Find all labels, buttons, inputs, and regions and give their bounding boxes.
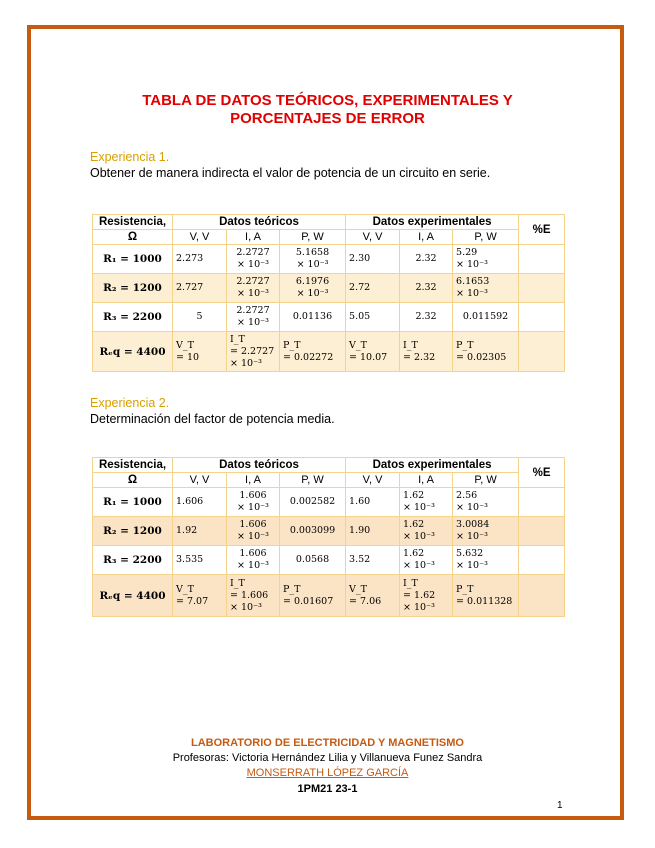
table-row — [93, 245, 565, 274]
cell: 2.72 — [346, 274, 400, 303]
cell: 3.52 — [346, 546, 400, 575]
cell: 2.56 × 10⁻³ — [453, 488, 519, 517]
cell: 1.62 × 10⁻³ — [400, 546, 453, 575]
row-label: R₁ = 1000 — [93, 488, 173, 517]
table-row — [93, 575, 565, 617]
error-cell — [519, 245, 565, 274]
p-header: P, W — [453, 473, 519, 488]
cell: 2.727 — [173, 274, 227, 303]
table-row — [93, 332, 565, 372]
resistencia-header: Resistencia, — [93, 458, 173, 473]
cell: 1.606 × 10⁻³ — [227, 546, 280, 575]
table-header-row — [93, 215, 565, 230]
table-subheader-row — [93, 230, 565, 245]
cell: 1.62 × 10⁻³ — [400, 517, 453, 546]
cell: 5.1658 × 10⁻³ — [280, 245, 346, 274]
footer-group: 1PM21 23-1 — [297, 783, 358, 795]
cell: 0.01136 — [280, 303, 346, 332]
cell: 2.2727 × 10⁻³ — [227, 303, 280, 332]
table-header-row — [93, 458, 565, 473]
i-header: I, A — [227, 473, 280, 488]
cell: 2.2727 × 10⁻³ — [227, 274, 280, 303]
exp1-description: Obtener de manera indirecta el valor de potencia de un circuito en serie. — [90, 166, 491, 180]
cell: P_T = 0.02272 — [280, 332, 346, 372]
row-label: R₃ = 2200 — [93, 303, 173, 332]
footer-lab-name: LABORATORIO DE ELECTRICIDAD Y MAGNETISMO — [191, 737, 464, 749]
cell: V_T = 10 — [173, 332, 227, 372]
ohm-header: Ω — [93, 473, 173, 488]
table-row — [93, 517, 565, 546]
footer-student-name: MONSERRATH LÓPEZ GARCÍA — [246, 767, 409, 779]
cell: 0.003099 — [280, 517, 346, 546]
ohm-header: Ω — [93, 230, 173, 245]
table-subheader-row — [93, 473, 565, 488]
p-header: P, W — [280, 230, 346, 245]
v-header: V, V — [173, 473, 227, 488]
cell: 1.606 × 10⁻³ — [227, 488, 280, 517]
cell: 6.1976 × 10⁻³ — [280, 274, 346, 303]
cell: 2.2727 × 10⁻³ — [227, 245, 280, 274]
exp2-description: Determinación del factor de potencia media. — [90, 412, 335, 426]
error-header: %E — [519, 458, 565, 488]
exp1-label: Experiencia 1. — [90, 150, 170, 164]
cell: P_T = 0.01607 — [280, 575, 346, 617]
cell: I_T = 2.32 — [400, 332, 453, 372]
table-row — [93, 488, 565, 517]
cell: 2.273 — [173, 245, 227, 274]
footer-profesoras: Profesoras: Victoria Hernández Lilia y Villanueva Funez Sandra — [172, 752, 483, 764]
resistencia-header: Resistencia, — [93, 215, 173, 230]
cell: 0.0568 — [280, 546, 346, 575]
cell: P_T = 0.02305 — [453, 332, 519, 372]
p-header: P, W — [280, 473, 346, 488]
table-row — [93, 546, 565, 575]
cell: 1.62 × 10⁻³ — [400, 488, 453, 517]
i-header: I, A — [227, 230, 280, 245]
cell: 1.92 — [173, 517, 227, 546]
cell: 1.90 — [346, 517, 400, 546]
cell: P_T = 0.011328 — [453, 575, 519, 617]
cell: V_T = 7.06 — [346, 575, 400, 617]
teoricos-header: Datos teóricos — [173, 215, 346, 230]
error-cell — [519, 303, 565, 332]
experimentales-header: Datos experimentales — [346, 215, 519, 230]
cell: 0.011592 — [453, 303, 519, 332]
cell: 2.32 — [400, 303, 453, 332]
cell: 1.606 × 10⁻³ — [227, 517, 280, 546]
page-number: 1 — [557, 800, 563, 811]
error-cell — [519, 332, 565, 372]
v-header: V, V — [346, 230, 400, 245]
error-cell — [519, 517, 565, 546]
cell: 3.535 — [173, 546, 227, 575]
v-header: V, V — [173, 230, 227, 245]
error-cell — [519, 575, 565, 617]
error-cell — [519, 488, 565, 517]
cell: I_T = 2.2727 × 10⁻³ — [227, 332, 280, 372]
cell: 1.606 — [173, 488, 227, 517]
row-label: R₁ = 1000 — [93, 245, 173, 274]
row-label: R₃ = 2200 — [93, 546, 173, 575]
cell: 5.05 — [346, 303, 400, 332]
error-cell — [519, 546, 565, 575]
error-header: %E — [519, 215, 565, 245]
cell: 2.30 — [346, 245, 400, 274]
error-cell — [519, 274, 565, 303]
cell: 2.32 — [400, 274, 453, 303]
table-row — [93, 274, 565, 303]
cell: 1.60 — [346, 488, 400, 517]
v-header: V, V — [346, 473, 400, 488]
row-label: R₂ = 1200 — [93, 274, 173, 303]
exp1-table — [92, 214, 565, 372]
row-label: R₂ = 1200 — [93, 517, 173, 546]
cell: 5 — [173, 303, 227, 332]
table-row — [93, 303, 565, 332]
row-label: Rₑq = 4400 — [93, 332, 173, 372]
cell: 5.632 × 10⁻³ — [453, 546, 519, 575]
cell: I_T = 1.62 × 10⁻³ — [400, 575, 453, 617]
exp2-table — [92, 457, 565, 617]
cell: 0.002582 — [280, 488, 346, 517]
cell: V_T = 7.07 — [173, 575, 227, 617]
teoricos-header: Datos teóricos — [173, 458, 346, 473]
cell: V_T = 10.07 — [346, 332, 400, 372]
p-header: P, W — [453, 230, 519, 245]
cell: 6.1653 × 10⁻³ — [453, 274, 519, 303]
exp2-label: Experiencia 2. — [90, 396, 170, 410]
i-header: I, A — [400, 230, 453, 245]
cell: I_T = 1.606 × 10⁻³ — [227, 575, 280, 617]
page-title: TABLA DE DATOS TEÓRICOS, EXPERIMENTALES Y PORCENTAJES DE ERROR — [142, 92, 513, 127]
cell: 5.29 × 10⁻³ — [453, 245, 519, 274]
cell: 2.32 — [400, 245, 453, 274]
cell: 3.0084 × 10⁻³ — [453, 517, 519, 546]
i-header: I, A — [400, 473, 453, 488]
experimentales-header: Datos experimentales — [346, 458, 519, 473]
row-label: Rₑq = 4400 — [93, 575, 173, 617]
